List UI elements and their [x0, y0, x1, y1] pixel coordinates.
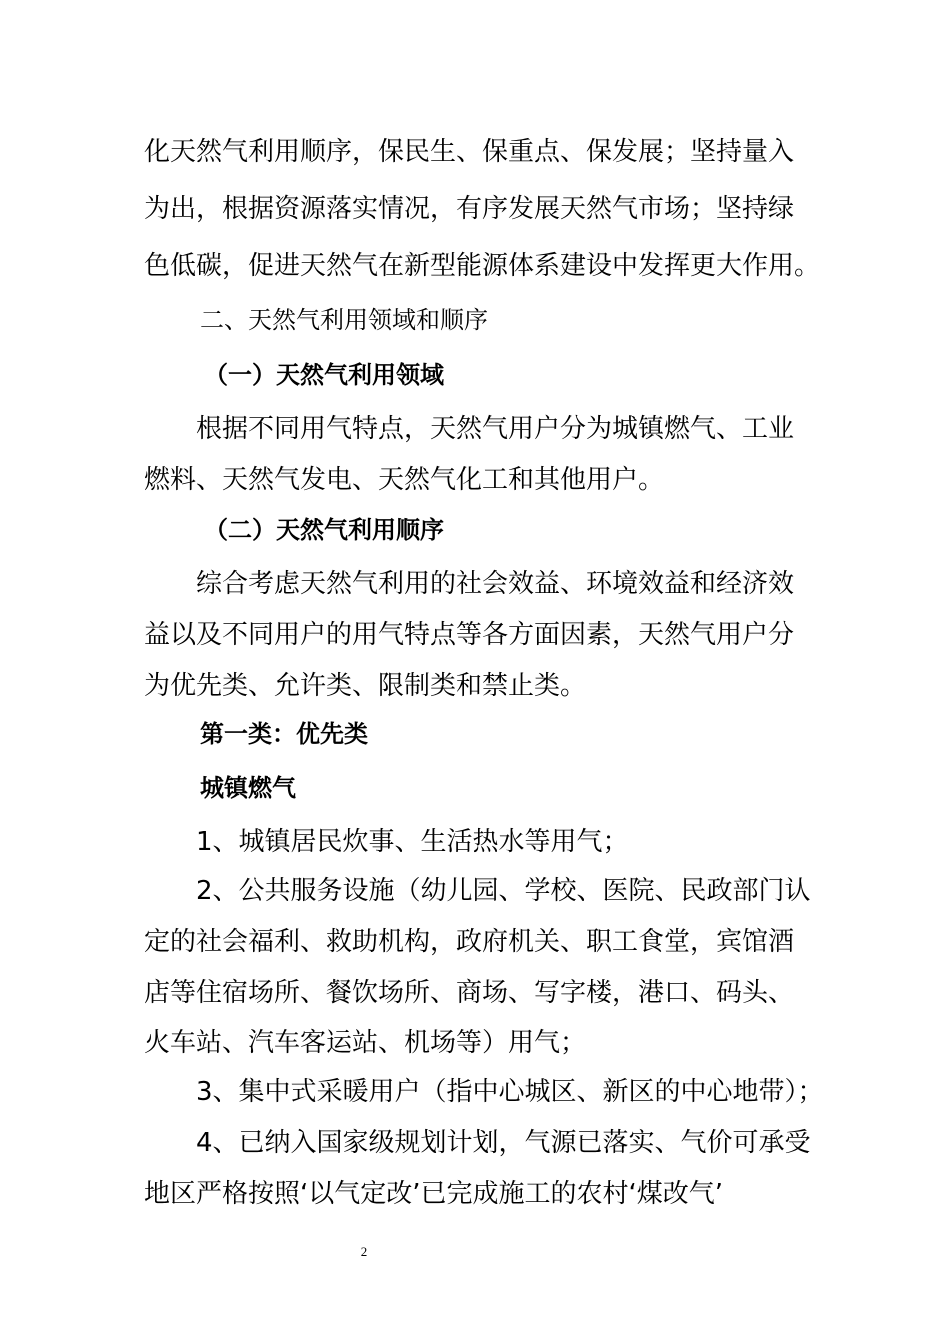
- list-item-4-line-2: 地区严格按照‘以气定改’已完成施工的农村‘煤改气’: [144, 1179, 724, 1209]
- list-item-1: 1、城镇居民炊事、生活热水等用气；: [196, 827, 629, 857]
- list-item-4-line-1: 4、已纳入国家级规划计划，气源已落实、气价可承受: [196, 1128, 811, 1158]
- list-item-2-line-3: 店等住宿场所、餐饮场所、商场、写字楼，港口、码头、: [144, 978, 795, 1008]
- sub2-line-1: 综合考虑天然气利用的社会效益、环境效益和经济效: [196, 569, 795, 599]
- list-item-2-line-1: 2、公共服务设施（幼儿园、学校、医院、民政部门认: [196, 876, 811, 906]
- list-item-2-line-2: 定的社会福利、救助机构，政府机关、职工食堂，宾馆酒: [144, 927, 795, 957]
- group-heading: 城镇燃气: [200, 774, 296, 802]
- subsection-heading-2: （二）天然气利用顺序: [204, 516, 444, 544]
- sub1-line-2: 燃料、天然气发电、天然气化工和其他用户。: [144, 465, 665, 495]
- subsection-heading-1: （一）天然气利用领域: [204, 361, 444, 389]
- list-item-2-line-4: 火车站、汽车客运站、机场等）用气；: [144, 1028, 587, 1058]
- list-item-3: 3、集中式采暖用户（指中心城区、新区的中心地带）；: [196, 1077, 824, 1107]
- sub2-line-3: 为优先类、允许类、限制类和禁止类。: [144, 671, 587, 701]
- section-heading: 二、天然气利用领域和顺序: [200, 306, 488, 334]
- sub2-line-2: 益以及不同用户的用气特点等各方面因素，天然气用户分: [144, 620, 795, 650]
- body-line-2: 为出，根据资源落实情况，有序发展天然气市场；坚持绿: [144, 194, 795, 224]
- page-number: 2: [360, 1244, 368, 1259]
- body-line-1: 化天然气利用顺序，保民生、保重点、保发展；坚持量入: [144, 137, 795, 167]
- sub1-line-1: 根据不同用气特点，天然气用户分为城镇燃气、工业: [196, 414, 795, 444]
- category-heading: 第一类：优先类: [200, 720, 368, 748]
- body-line-3: 色低碳，促进天然气在新型能源体系建设中发挥更大作用。: [144, 251, 821, 281]
